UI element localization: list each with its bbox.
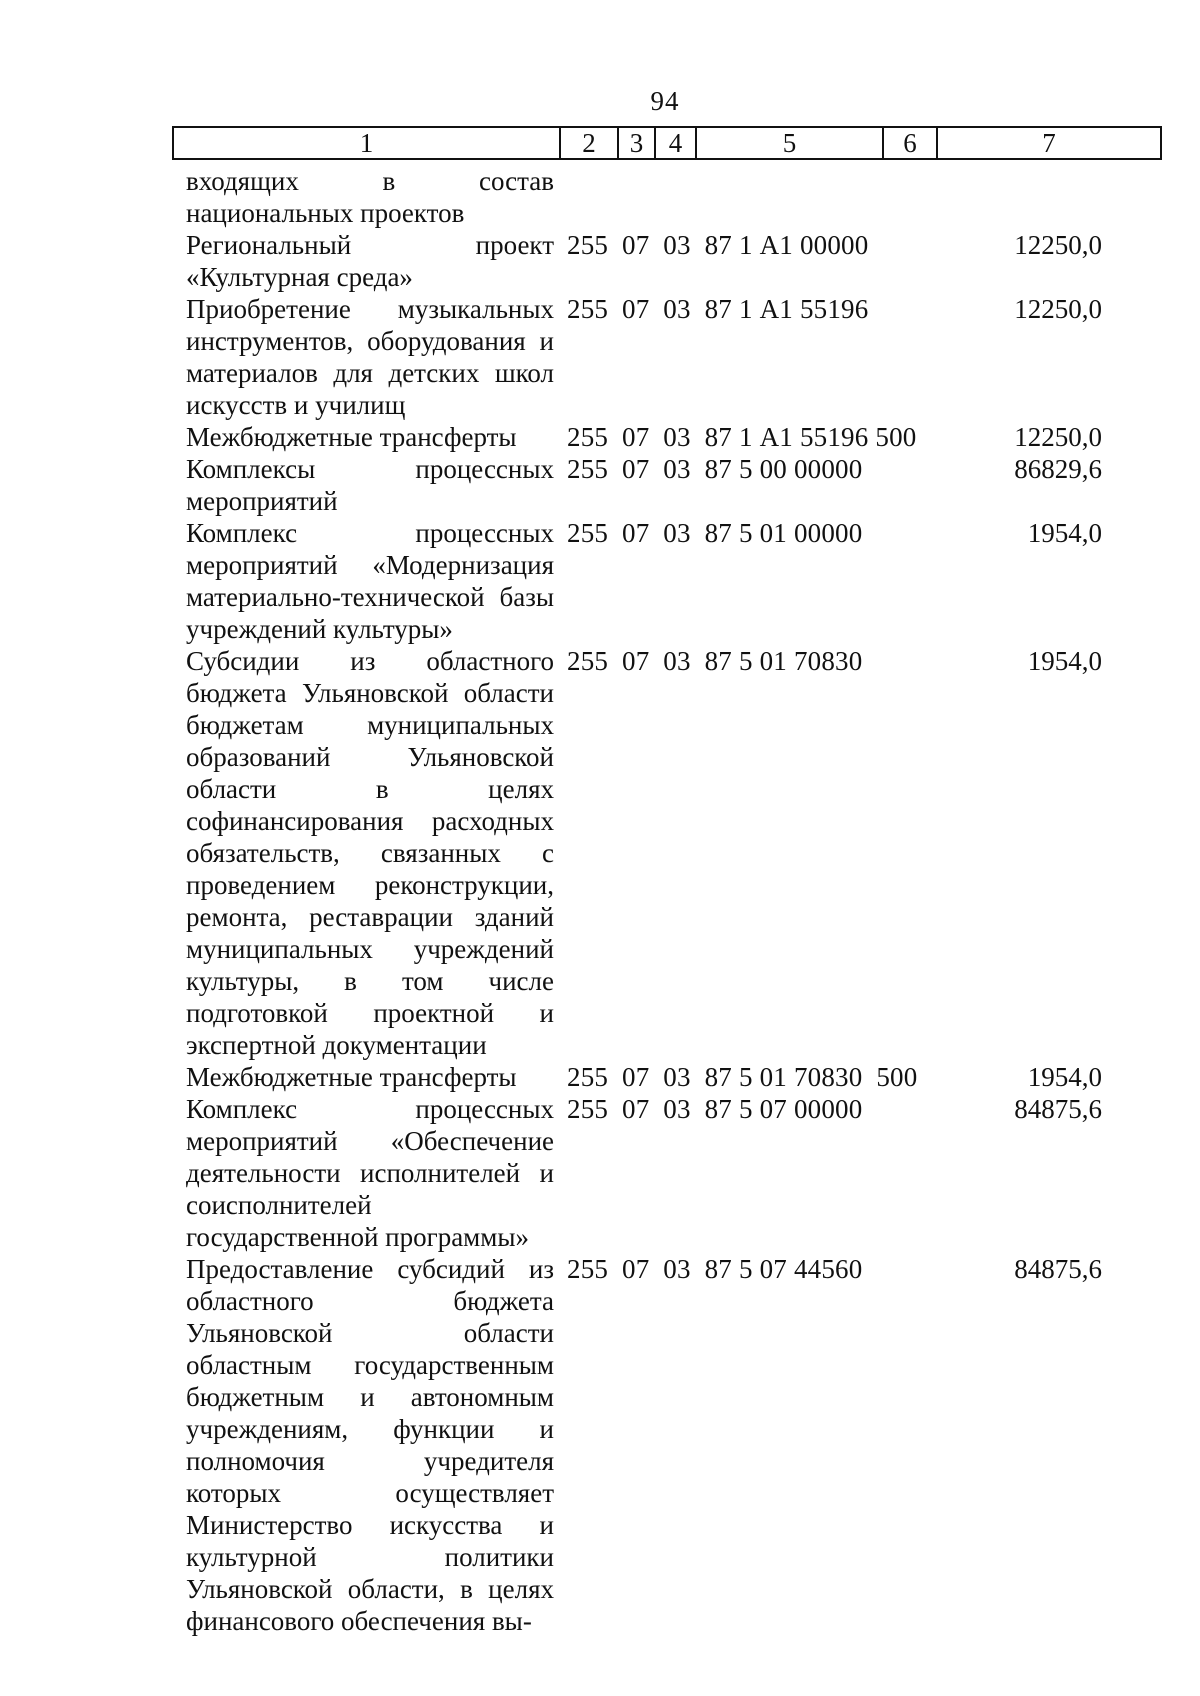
row-code: 255 07 03 87 5 00 00000 bbox=[567, 454, 863, 484]
table-row bbox=[186, 293, 1146, 421]
table-header bbox=[172, 126, 1162, 160]
table-row bbox=[186, 453, 1146, 517]
header-col-3: 3 bbox=[619, 128, 656, 158]
row-name: входящих в состав национальных проектов bbox=[186, 166, 554, 228]
row-name: Субсидии из областного бюджета Ульяновской области бюджетам муниципальных образований Ульяновской области в целях софинансирования расходных обязательств, связанных с проведением реконструкции, ремонта, реставрации зданий муниципальных учреждений культуры, в том числе подготовкой проектной и экспертной документации bbox=[186, 646, 554, 1060]
row-code: 255 07 03 87 5 01 70830 500 bbox=[567, 1062, 918, 1092]
row-amount: 84875,6 bbox=[1014, 1094, 1102, 1124]
row-code: 255 07 03 87 5 07 00000 bbox=[567, 1094, 863, 1124]
row-amount: 84875,6 bbox=[1014, 1254, 1102, 1284]
row-name: Приобретение музыкальных инструментов, оборудования и материалов для детских школ искусств и училищ bbox=[186, 294, 554, 420]
table-row bbox=[186, 229, 1146, 293]
header-col-4: 4 bbox=[656, 128, 697, 158]
row-name: Комплексы процессных мероприятий bbox=[186, 454, 554, 516]
header-col-1: 1 bbox=[174, 128, 561, 158]
header-col-6: 6 bbox=[884, 128, 938, 158]
table-row bbox=[186, 645, 1146, 1061]
row-amount: 1954,0 bbox=[1027, 646, 1102, 676]
row-amount: 12250,0 bbox=[1014, 294, 1102, 324]
table-row bbox=[186, 165, 1146, 229]
row-amount: 1954,0 bbox=[1027, 1062, 1102, 1092]
row-name: Комплекс процессных мероприятий «Модернизация материально-технической базы учреждений культуры» bbox=[186, 518, 554, 644]
table-row bbox=[186, 421, 1146, 453]
header-col-2: 2 bbox=[561, 128, 619, 158]
row-amount: 12250,0 bbox=[1014, 230, 1102, 260]
row-code: 255 07 03 87 1 А1 55196 500 bbox=[567, 422, 917, 452]
table-row bbox=[186, 1253, 1146, 1637]
row-name: Комплекс процессных мероприятий «Обеспечение деятельности исполнителей и соисполнителей государственной программы» bbox=[186, 1094, 554, 1252]
header-col-5: 5 bbox=[697, 128, 884, 158]
row-name: Межбюджетные трансферты bbox=[186, 1062, 517, 1092]
row-code: 255 07 03 87 5 01 70830 bbox=[567, 646, 863, 676]
row-name: Предоставление субсидий из областного бюджета Ульяновской области областным государственным бюджетным и автономным учреждениям, функции и полномочия учредителя которых осуществляет Министерство искусства и культурной политики Ульяновской области, в целях финансового обеспечения вы- bbox=[186, 1254, 554, 1636]
page-number: 94 bbox=[650, 86, 680, 116]
row-code: 255 07 03 87 1 А1 55196 bbox=[567, 294, 869, 324]
header-col-7: 7 bbox=[1042, 128, 1056, 158]
row-amount: 86829,6 bbox=[1014, 454, 1102, 484]
row-name: Межбюджетные трансферты bbox=[186, 422, 517, 452]
table-row bbox=[186, 517, 1146, 645]
row-name: Региональный проект «Культурная среда» bbox=[186, 230, 554, 292]
row-code: 255 07 03 87 5 01 00000 bbox=[567, 518, 863, 548]
budget-table-body bbox=[186, 165, 1146, 1637]
row-code: 255 07 03 87 5 07 44560 bbox=[567, 1254, 863, 1284]
row-amount: 12250,0 bbox=[1014, 422, 1102, 452]
row-code: 255 07 03 87 1 А1 00000 bbox=[567, 230, 869, 260]
table-row bbox=[186, 1093, 1146, 1253]
table-row bbox=[186, 1061, 1146, 1093]
row-amount: 1954,0 bbox=[1027, 518, 1102, 548]
